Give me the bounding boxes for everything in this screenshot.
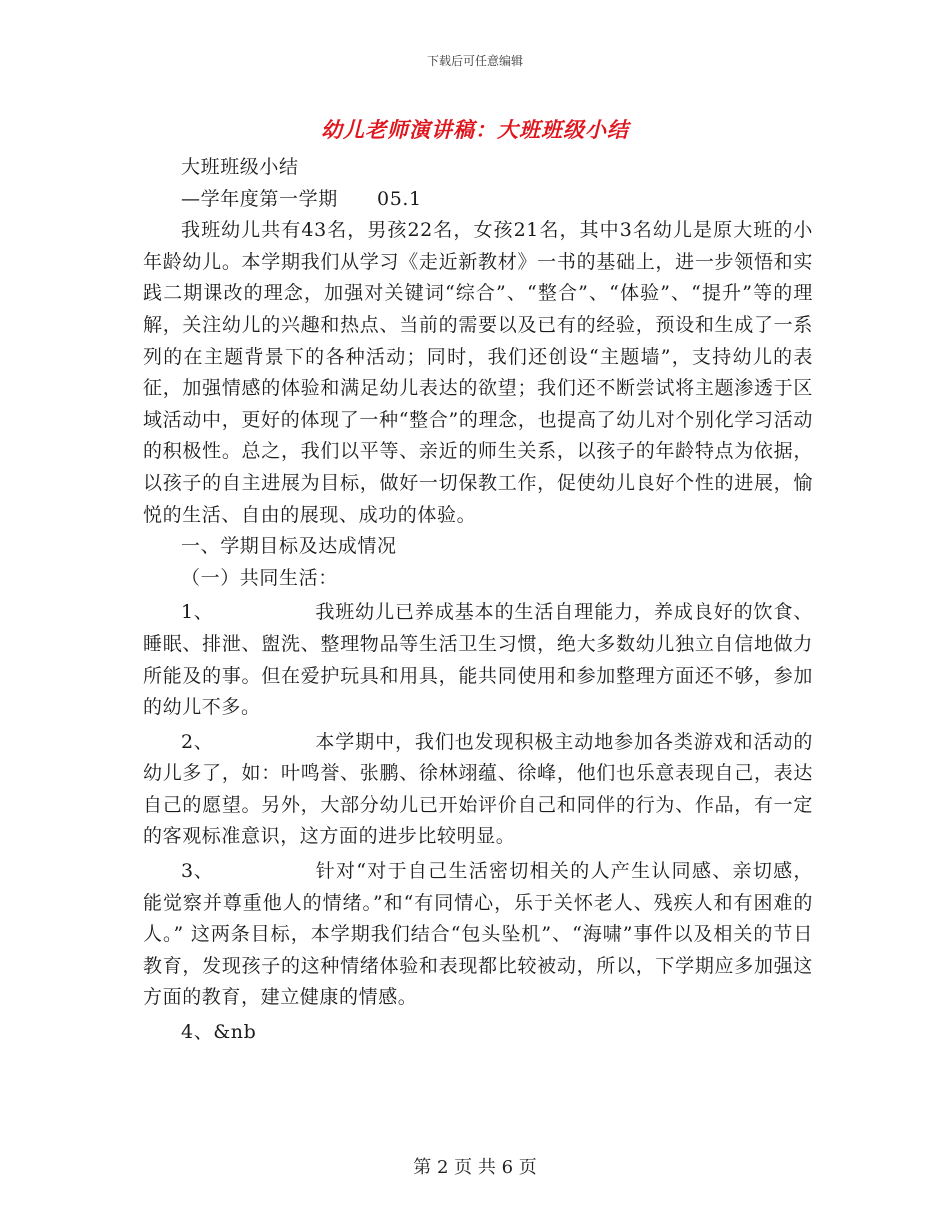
page-header-note: 下载后可任意编辑 <box>426 54 523 68</box>
document-title: 幼儿老师演讲稿：大班班级小结 <box>321 118 629 142</box>
section-heading: 大班班级小结 <box>181 156 299 178</box>
subsection-title: （一）共同生活： <box>181 566 338 589</box>
list-item <box>143 1017 813 1049</box>
semester-line: —学年度第一学期 05.1 <box>181 187 422 210</box>
list-item-text: 针对“对于自己生活密切相关的人产生认同感、亲切感，能觉察并尊重他人的情绪。”和“有同情心，乐于关怀老人、残疾人和有困难的人。” 这两条目标，本学期我们结合“包头坠机”、“海啸”事件以及相关的节日教育，发现孩子的这种情绪体验和表现都比较被动，所以，下学期应多加强这方面的教育，建立健康的情感。 <box>143 860 813 1009</box>
list-item-number: 4、&nb <box>181 1021 257 1044</box>
list-item <box>143 597 813 723</box>
list-item <box>143 856 813 1014</box>
list-item-number: 2、 <box>181 730 214 753</box>
list-item-text: 本学期中，我们也发现积极主动地参加各类游戏和活动的幼儿多了，如：叶鸣誉、张鹏、徐林翊蕴、徐峰，他们也乐意表现自己，表达自己的愿望。另外，大部分幼儿已开始评价自己和同伴的行为、作品，有一定的客观标准意识，这方面的进步比较明显。 <box>143 730 813 848</box>
list-item-text: 我班幼儿已养成基本的生活自理能力，养成良好的饮食、睡眠、排泄、盥洗、整理物品等生活卫生习惯，绝大多数幼儿独立自信地做力所能及的事。但在爱护玩具和用具，能共同使用和参加整理方面还不够，参加的幼儿不多。 <box>143 601 813 719</box>
list-item <box>143 727 813 853</box>
list-item-number: 3、 <box>181 860 214 883</box>
section-title: 一、学期目标及达成情况 <box>181 535 397 558</box>
intro-paragraph: 我班幼儿共有43名，男孩22名，女孩21名，其中3名幼儿是原大班的小年龄幼儿。本学期我们从学习《走近新教材》一书的基础上，进一步领悟和实践二期课改的理念，加强对关键词“综合”、“整合”、“体验”、“提升”等的理解，关注幼儿的兴趣和热点、当前的需要以及已有的经验，预设和生成了一系列的在主题背景下的各种活动；同时，我们还创设“主题墙”，支持幼儿的表征，加强情感的体验和满足幼儿表达的欲望；我们还不断尝试将主题渗透于区域活动中，更好的体现了一种“整合”的理念，也提高了幼儿对个别化学习活动的积极性。总之，我们以平等、亲近的师生关系，以孩子的年龄特点为依据，以孩子的自主进展为目标，做好一切保教工作，促使幼儿良好个性的进展，愉悦的生活、自由的展现、成功的体验。 <box>143 219 813 526</box>
document-body <box>143 152 813 1049</box>
list-item-number: 1、 <box>181 601 214 624</box>
page-number: 第 2 页 共 6 页 <box>413 1157 537 1178</box>
